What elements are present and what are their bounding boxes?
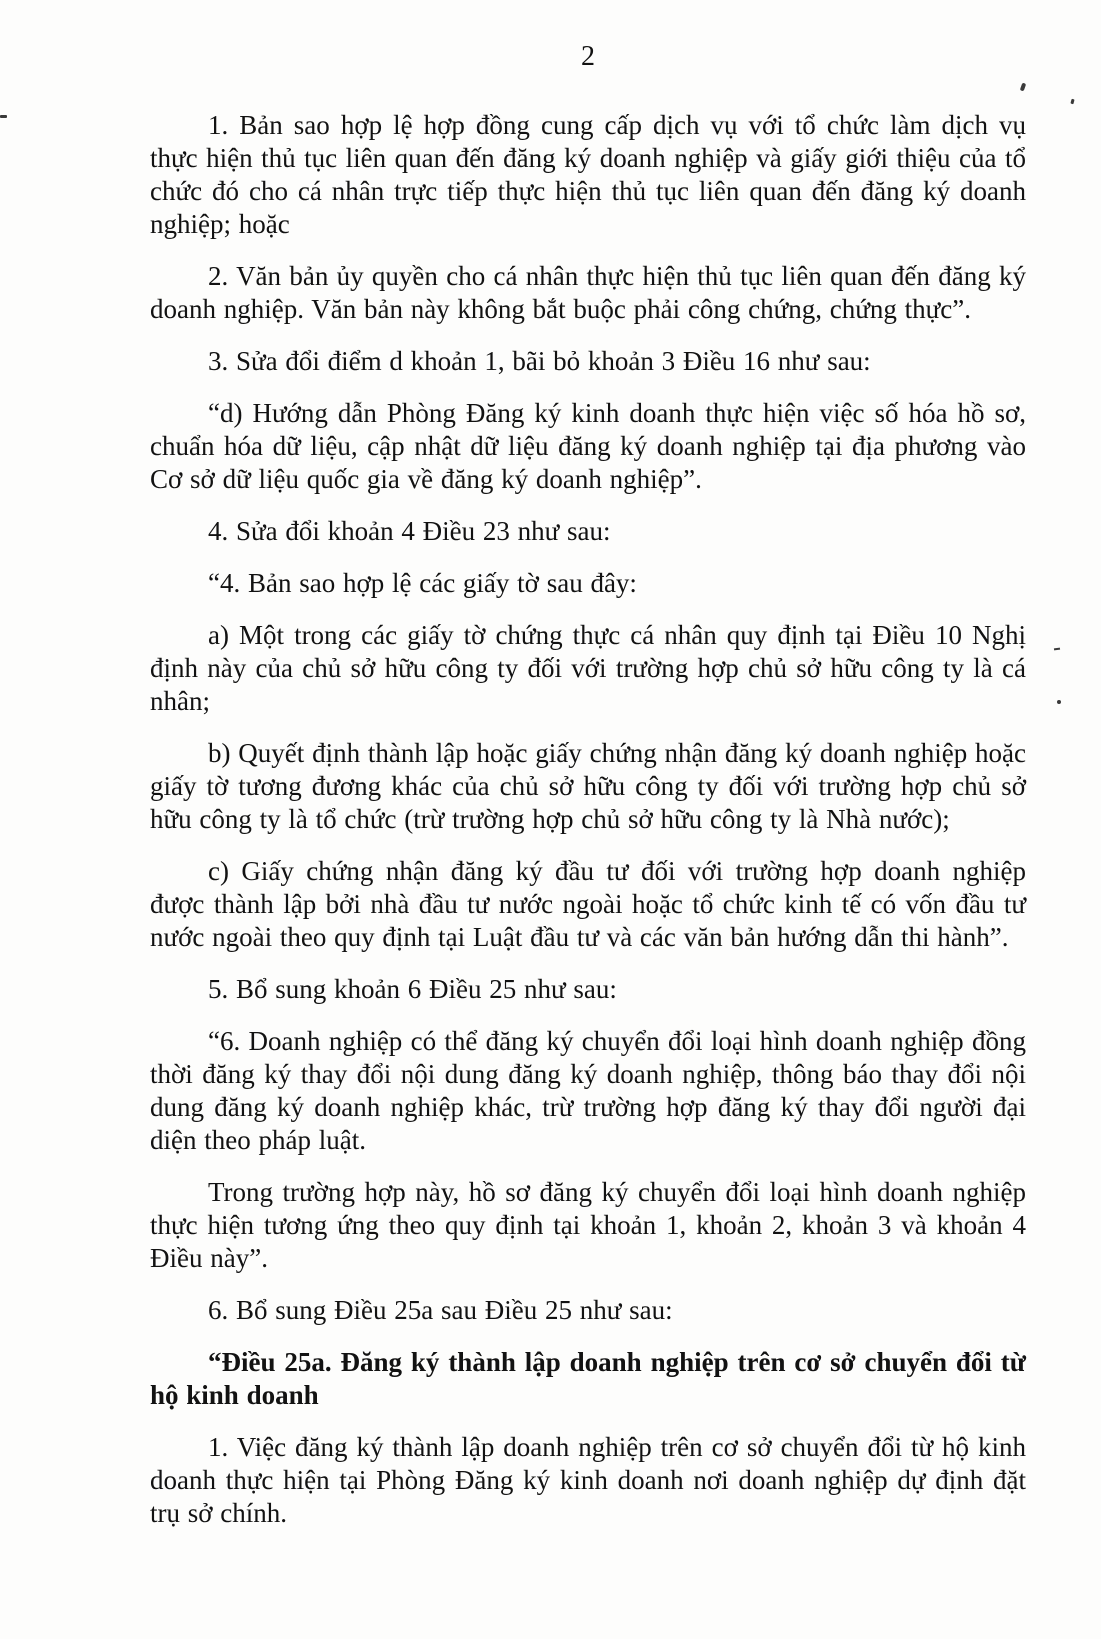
article-25a-heading: “Điều 25a. Đăng ký thành lập doanh nghiệp trên cơ sở chuyển đổi từ hộ kinh doanh <box>150 1347 1026 1410</box>
paragraph-clause-2-authorization: 2. Văn bản ủy quyền cho cá nhân thực hiện thủ tục liên quan đến đăng ký doanh nghiệp. Văn bản này không bắt buộc phải công chứng, chứng thực”. <box>150 261 1026 324</box>
scan-speck <box>1057 700 1061 704</box>
paragraph-point-a: a) Một trong các giấy tờ chứng thực cá nhân quy định tại Điều 10 Nghị định này của chủ sở hữu công ty đối với trường hợp chủ sở hữu công ty là cá nhân; <box>150 620 1026 716</box>
scan-speck <box>1054 648 1060 651</box>
scan-speck <box>1070 99 1074 105</box>
page-number: 2 <box>581 41 595 72</box>
paragraph-point-b: b) Quyết định thành lập hoặc giấy chứng nhận đăng ký doanh nghiệp hoặc giấy tờ tương đương khác của chủ sở hữu công ty đối với trường hợp chủ sở hữu công ty là tổ chức (trừ trường hợp chủ sở hữu công ty là Nhà nước); <box>150 738 1026 834</box>
paragraph-point-d: “d) Hướng dẫn Phòng Đăng ký kinh doanh thực hiện việc số hóa hồ sơ, chuẩn hóa dữ liệu, cập nhật dữ liệu đăng ký doanh nghiệp tại địa phương vào Cơ sở dữ liệu quốc gia về đăng ký doanh nghiệp”. <box>150 398 1026 494</box>
scan-speck <box>0 115 7 118</box>
paragraph-item-5-supplement-article-25: 5. Bổ sung khoản 6 Điều 25 như sau: <box>208 974 617 1004</box>
paragraph-item-4-amend-article-23: 4. Sửa đổi khoản 4 Điều 23 như sau: <box>208 516 611 546</box>
paragraph-clause-6-continued: Trong trường hợp này, hồ sơ đăng ký chuyển đổi loại hình doanh nghiệp thực hiện tương ứng theo quy định tại khoản 1, khoản 2, khoản 3 và khoản 4 Điều này”. <box>150 1177 1026 1273</box>
paragraph-clause-1-service-contract: 1. Bản sao hợp lệ hợp đồng cung cấp dịch vụ với tổ chức làm dịch vụ thực hiện thủ tục liên quan đến đăng ký doanh nghiệp và giấy giới thiệu của tổ chức đó cho cá nhân trực tiếp thực hiện thủ tục liên quan đến đăng ký doanh nghiệp; hoặc <box>150 110 1026 239</box>
paragraph-clause-4-valid-copies: “4. Bản sao hợp lệ các giấy tờ sau đây: <box>208 568 637 598</box>
document-body <box>150 109 1026 1549</box>
paragraph-clause-6-conversion: “6. Doanh nghiệp có thể đăng ký chuyển đổi loại hình doanh nghiệp đồng thời đăng ký thay đổi nội dung đăng ký doanh nghiệp, thông báo thay đổi nội dung đăng ký doanh nghiệp khác, trừ trường hợp đăng ký thay đổi người đại diện theo pháp luật. <box>150 1026 1026 1155</box>
paragraph-item-6-supplement-article-25a: 6. Bổ sung Điều 25a sau Điều 25 như sau: <box>208 1295 673 1325</box>
paragraph-point-c: c) Giấy chứng nhận đăng ký đầu tư đối với trường hợp doanh nghiệp được thành lập bởi nhà đầu tư nước ngoài hoặc tổ chức kinh tế có vốn đầu tư nước ngoài theo quy định tại Luật đầu tư và các văn bản hướng dẫn thi hành”. <box>150 856 1026 952</box>
paragraph-article-25a-clause-1: 1. Việc đăng ký thành lập doanh nghiệp trên cơ sở chuyển đổi từ hộ kinh doanh thực hiện tại Phòng Đăng ký kinh doanh nơi doanh nghiệp dự định đặt trụ sở chính. <box>150 1432 1026 1528</box>
scan-speck <box>1020 83 1026 92</box>
paragraph-item-3-amend-article-16: 3. Sửa đổi điểm d khoản 1, bãi bỏ khoản 3 Điều 16 như sau: <box>208 346 871 376</box>
